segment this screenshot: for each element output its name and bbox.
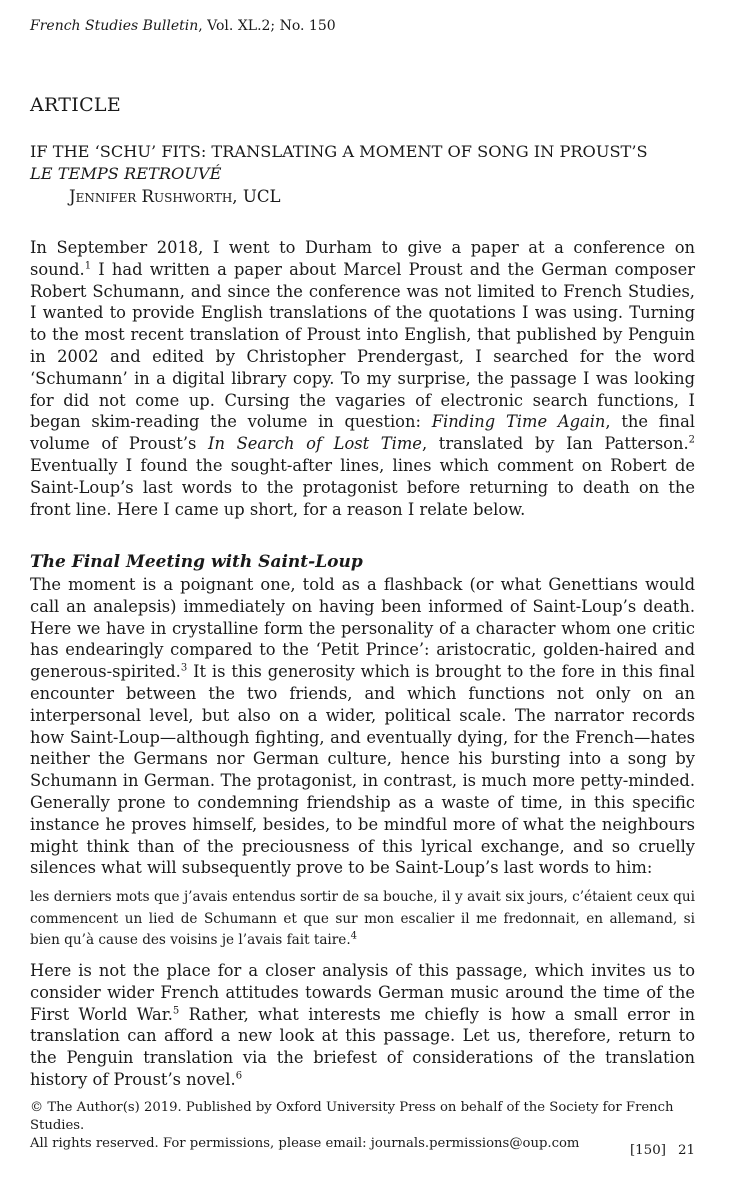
section-label: ARTICLE [30,94,121,116]
footnote-ref-1[interactable]: 1 [84,260,92,272]
author-byline: Jennifer Rushworth, UCL [69,187,281,206]
footnote-ref-5[interactable]: 5 [172,1005,180,1017]
footnote-ref-4[interactable]: 4 [350,930,358,942]
section-heading: The Final Meeting with Saint-Loup [30,552,363,572]
journal-issue: , Vol. XL.2; No. 150 [198,18,336,34]
text-run: I had written a paper about Marcel Proust and the German composer Robert Schumann, and since the conference was not limited to French Studies, I wanted to provide English translations of the quotations I was using. Turning to the most recent translation of Proust into English, that published by Penguin in 2002 and edited by Christopher Prendergast, I searched for the word ‘Schumann’ in a digital library copy. To my surprise, the passage I was looking for did not come up. Cursing the vagaries of electronic search functions, I began skim-reading the volume in question: [30,259,695,432]
copyright-line-1: © The Author(s) 2019. Published by Oxford University Press on behalf of the Society for French Studies. [30,1100,674,1133]
footnote-ref-3[interactable]: 3 [180,662,188,674]
journal-title: French Studies Bulletin [30,18,199,34]
title-line-2: LE TEMPS RETROUVÉ [30,164,222,183]
footnote-ref-6[interactable]: 6 [235,1070,243,1082]
text-run: It is this generosity which is brought to the fore in this final encounter between the two friends, and which functions not only on an interpersonal level, but also on a wider, political scale. The narrator records how Saint-Loup—although fighting, and eventually dying, for the French—hates neither the Germans nor German culture, hence his bursting into a song by Schumann in German. The protagonist, in contrast, is much more petty-minded. Generally prone to condemning friendship as a waste of time, in this specific instance he proves himself, besides, to be mindful more of what the neighbours might think than of the preciousness of this lyrical exchange, and so cruelly silences what will subsequently prove to be Saint-Loup’s last words to him: [30,662,695,878]
text-run: The moment is a poignant one, told as a flashback (or what Genettians would call an analepsis) immediately on having been informed of Saint-Loup’s death. Here we have in crystalline form the personality of a character whom one critic has endearingly compared to the ‘Petit Prince’: aristocratic, golden-haired and generous-spirited. [30,575,695,682]
page-sequence-number: 21 [677,1143,695,1158]
journal-header [30,18,336,34]
page-bracket-number: [150] [629,1143,666,1158]
text-run: In September 2018, I went to Durham to give a paper at a conference on sound. [30,238,695,279]
paragraph-final-meeting [30,574,695,879]
title-line-1: IF THE ‘SCHU’ FITS: TRANSLATING A MOMENT OF SONG IN PROUST’S [30,142,648,161]
footnote-ref-2[interactable]: 2 [688,434,696,446]
book-title-in-search-of-lost-time: In Search of Lost Time [208,434,422,454]
block-quote [30,887,695,952]
paragraph-intro [30,237,695,520]
page-number [618,1143,695,1158]
text-run: Eventually I found the sought-after lines, lines which comment on Robert de Saint-Loup’s last words to the protagonist before returning to death on the front line. Here I came up short, for a reason I relate below. [30,455,695,519]
book-title-finding-time-again: Finding Time Again [431,412,606,432]
text-run: Rather, what interests me chiefly is how a small error in translation can afford a new look at this passage. Let us, therefore, return to the Penguin translation via the briefest of considerations of the translation history of Proust’s novel. [30,1004,695,1089]
copyright-notice [30,1099,695,1153]
quote-text: les derniers mots que j’avais entendus sortir de sa bouche, il y avait six jours, c’étaient ceux qui commencent un lied de Schumann et que sur mon escalier il me fredonnait, en allemand, si bien qu’à cause des voisins je l’avais fait taire. [30,889,695,949]
text-run: Here is not the place for a closer analysis of this passage, which invites us to consider wider French attitudes towards German music around the time of the First World War. [30,961,695,1024]
paragraph-analysis [30,960,695,1091]
copyright-line-2: All rights reserved. For permissions, please email: journals.permissions@oup.com [30,1136,580,1151]
text-run: , the final volume of Proust’s [30,412,695,454]
text-run: , translated by Ian Patterson. [421,434,689,454]
article-title [30,141,695,185]
